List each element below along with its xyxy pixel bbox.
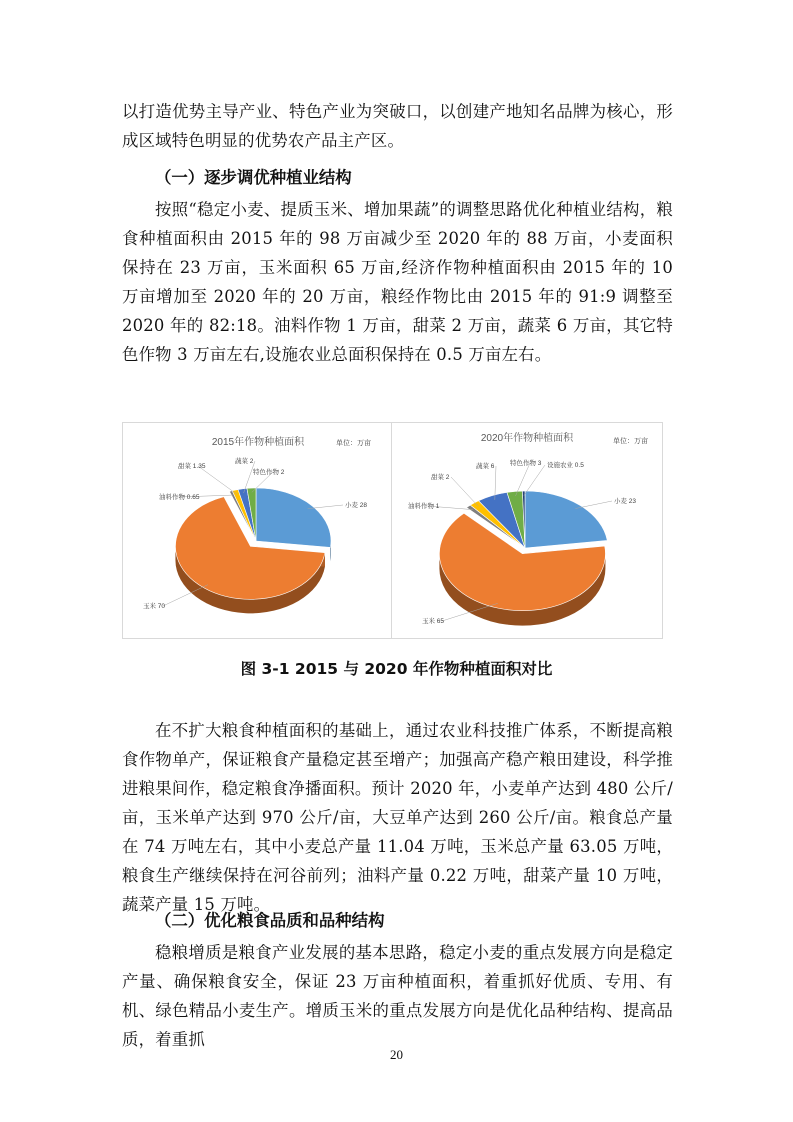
data-label-特色作物: 特色作物 3 xyxy=(510,460,542,467)
data-label-油料作物: 油料作物 1 xyxy=(408,503,440,510)
chart-unit: 单位：万亩 xyxy=(336,440,371,447)
data-label-蔬菜: 蔬菜 2 xyxy=(235,458,254,465)
data-label-小麦: 小麦 23 xyxy=(614,498,637,505)
figure-caption: 图 3-1 2015 与 2020 年作物种植面积对比 xyxy=(240,660,553,678)
intro-paragraph: 以打造优势主导产业、特色产业为突破口，以创建产地知名品牌为核心，形成区域特色明显的优势农产品主产区。 xyxy=(122,102,673,150)
data-label-玉米: 玉米 70 xyxy=(143,603,166,610)
data-label-甜菜: 甜菜 2 xyxy=(431,474,450,481)
label-leader-小麦 xyxy=(575,501,612,509)
label-leader-甜菜 xyxy=(451,477,478,506)
chart-title: 2015年作物种植面积 xyxy=(211,437,305,448)
yield-paragraph: 在不扩大粮食种植面积的基础上，通过农业科技推广体系，不断提高粮食作物单产，保证粮食产量稳定甚至增产；加强高产稳产粮田建设，科学推进粮果间作，稳定粮食净播面积。预计 2020 年，小麦单产达到 480 公斤/亩，玉米单产达到 970 公斤/亩，大豆单产达到 260 公斤/亩。粮食总产量在 74 万吨左右，其中小麦总产量 11.04 万吨，玉米总产量 63.05 万吨，粮食生产继续保持在河谷前列；油料产量 0.22 万吨，甜菜产量 10 万吨，蔬菜产量 15 万吨。 xyxy=(122,721,673,914)
page-number: 20 xyxy=(390,1047,403,1062)
section-heading-1: （一）逐步调优种植业结构 xyxy=(155,168,352,187)
pie-chart-2015 xyxy=(123,423,393,638)
pie-chart-2020 xyxy=(392,423,662,638)
label-leader-甜菜 xyxy=(198,466,237,494)
pie-slice-小麦 xyxy=(256,488,331,547)
data-label-玉米: 玉米 65 xyxy=(422,618,445,625)
section-heading-2: （二）优化粮食品质和品种结构 xyxy=(155,911,385,930)
data-label-甜菜: 甜菜 1.35 xyxy=(178,463,206,470)
chart-2015 xyxy=(122,422,394,639)
data-label-小麦: 小麦 28 xyxy=(345,502,368,509)
data-label-蔬菜: 蔬菜 6 xyxy=(476,463,495,470)
data-label-特色作物: 特色作物 2 xyxy=(253,469,285,476)
grain-quality-paragraph: 稳粮增质是粮食产业发展的基本思路，稳定小麦的重点发展方向是稳定产量、确保粮食安全，保证 23 万亩种植面积，着重抓好优质、专用、有机、绿色精品小麦生产。增质玉米的重点发展方向是优化品种结构、提高品质，着重抓 xyxy=(122,943,673,1049)
data-label-油料作物: 油料作物 0.65 xyxy=(159,494,200,501)
chart-unit: 单位：万亩 xyxy=(613,438,648,445)
pie-slice-小麦 xyxy=(525,491,607,548)
chart-2020 xyxy=(391,422,663,639)
data-label-设施农业: 设施农业 0.5 xyxy=(547,462,584,469)
chart-title: 2020年作物种植面积 xyxy=(480,433,574,444)
structure-paragraph: 按照“稳定小麦、提质玉米、增加果蔬”的调整思路优化种植业结构，粮食种植面积由 2015 年的 98 万亩减少至 2020 年的 88 万亩，小麦面积保持在 23 万亩，玉米面积 65 万亩,经济作物种植面积由 2015 年的 10 万亩增加至 2020 年的 20 万亩，粮经作物比由 2015 年的 91:9 调整至 2020 年的 82:18。油料作物 1 万亩，甜菜 2 万亩，蔬菜 6 万亩，其它特色作物 3 万亩左右,设施农业总面积保持在 0.5 万亩左右。 xyxy=(122,200,673,364)
